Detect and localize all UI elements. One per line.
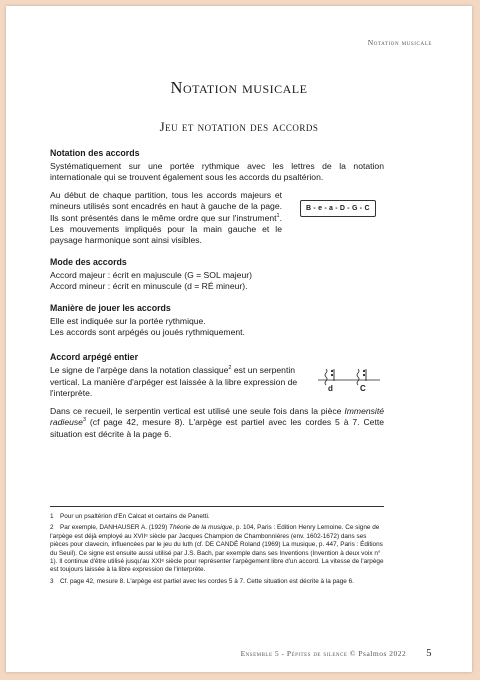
notation-paragraph-1: Systématiquement sur une portée rythmique avec les lettres de la notation internationale qui se trouvent également sous les accords du psaltérion. (50, 161, 384, 183)
running-head: Notation musicale (367, 38, 432, 47)
notation-paragraph-2-row (50, 190, 384, 253)
footnote-text: Pour un psaltérion d'En Calcat et certains de Panetti. (60, 513, 210, 520)
footnote-ref-3[interactable]: 3 (82, 417, 87, 424)
arpege-paragraph-1-row (50, 365, 384, 405)
heading-mode: Mode des accords (50, 256, 127, 267)
maniere-line-1: Elle est indiquée sur la portée rythmique. (50, 315, 206, 326)
mode-line-minor: Accord mineur : écrit en minuscule (d = RÉ mineur). (50, 281, 248, 292)
footer-copyright: © Psalmos 2022 (347, 649, 407, 658)
footer-book: Ensemble 5 (240, 649, 280, 658)
arpege-p1-text-a: Le signe de l'arpège dans la notation classique (50, 365, 229, 376)
footnote-2 (50, 524, 384, 574)
page-title: Notation musicale (170, 78, 308, 97)
footnote-text: Par exemple, DANHAUSER A. (1929) (60, 524, 170, 532)
footnote-ref-2[interactable]: 2 (228, 365, 232, 372)
arpeggio-chord-label-c: C (360, 384, 366, 394)
arpege-p2-text-a: Dans ce recueil, le serpentin vertical est utilisé une seule fois dans la pièce (50, 405, 345, 416)
arpege-paragraph-2 (50, 406, 384, 440)
section-subtitle: Jeu et notation des accords (159, 119, 319, 134)
footnote-ref-1[interactable]: 1 (276, 212, 280, 219)
section-maniere (50, 303, 384, 339)
footnote-text: Cf. page 42, mesure 8. L'arpège est partiel avec les cordes 5 à 7. Cette situation est décrite à la page 6. (60, 577, 354, 585)
main-content (50, 148, 384, 446)
page (6, 6, 472, 672)
footnote-number: 1 (50, 513, 54, 520)
footnote-number: 2 (50, 524, 54, 532)
section-mode (50, 257, 384, 293)
footnote-1 (50, 513, 384, 521)
footnote-3 (50, 578, 384, 586)
footnote-number: 3 (50, 577, 54, 585)
maniere-line-2: Les accords sont arpégés ou joués rythmiquement. (50, 327, 245, 338)
footnote-italic-title: Théorie de la musique (169, 524, 233, 532)
footer-separator: - (279, 649, 287, 658)
footer-subtitle: Pépites de silence (286, 649, 348, 658)
section-arpege (50, 352, 384, 439)
page-footer (6, 648, 432, 659)
arpege-p2-text-b: (cf page 42, mesure 8). L'arpège est partiel avec les cordes 5 à 7. Cette situation est décrite à la page 6. (50, 417, 384, 439)
notation-p2-text-b: . Les mouvements impliqués pour la main gauche et le paysage harmonique sont ainsi visibles. (50, 212, 282, 246)
mode-line-major: Accord majeur : écrit en majuscule (G = SOL majeur) (50, 269, 252, 280)
piece-title-immensite: Immensité radieuse (50, 405, 384, 428)
page-number: 5 (426, 648, 432, 659)
heading-notation: Notation des accords (50, 148, 140, 158)
notation-paragraph-2 (50, 190, 282, 247)
arpeggio-notation-icon (318, 367, 380, 397)
heading-arpege: Accord arpégé entier (50, 352, 138, 363)
notation-p2-text-a: Au début de chaque partition, tous les accords majeurs et mineurs utilisés sont encadrés en haut à gauche de la page. Ils sont présentés dans le même ordre que sur l'instrument (50, 189, 282, 223)
arpege-p1-text-b: est un serpentin vertical. La manière d'arpéger est laissée à la libre expression de l'interprète. (50, 365, 298, 399)
section-notation (50, 148, 384, 253)
chord-sequence-box: B - e - a - D - G - C (300, 200, 376, 217)
arpeggio-chord-label-d: d (328, 384, 333, 394)
footnotes (50, 506, 384, 589)
footnote-text-continued: , p. 104, Paris : Edition Henry Lemoine. Ce signe de l'arpège est déjà employé au XVIIᵉ siècle par Jacques Champion de Chambonnières (env. 1602-1672) dans ses pièces pour clavecin, influencées par le jeu du luth (cf. DE CANDÉ Roland (1969) La musique, p. 447, Paris : Éditions du Seuil). Ce signe est ensuite aussi utilisé par J.S. Bach, par exemple dans ses Inventions (Invention à deux voix n° 1). Il continue d'être utilisé jusqu'au XXIᵉ siècle pour représenter l'arpègement libre d'un accord. La vitesse de l'arpège est toujours laissée à la libre expression de l'interprète. (50, 524, 384, 574)
arpege-paragraph-1 (50, 365, 312, 399)
heading-maniere: Manière de jouer les accords (50, 302, 171, 313)
